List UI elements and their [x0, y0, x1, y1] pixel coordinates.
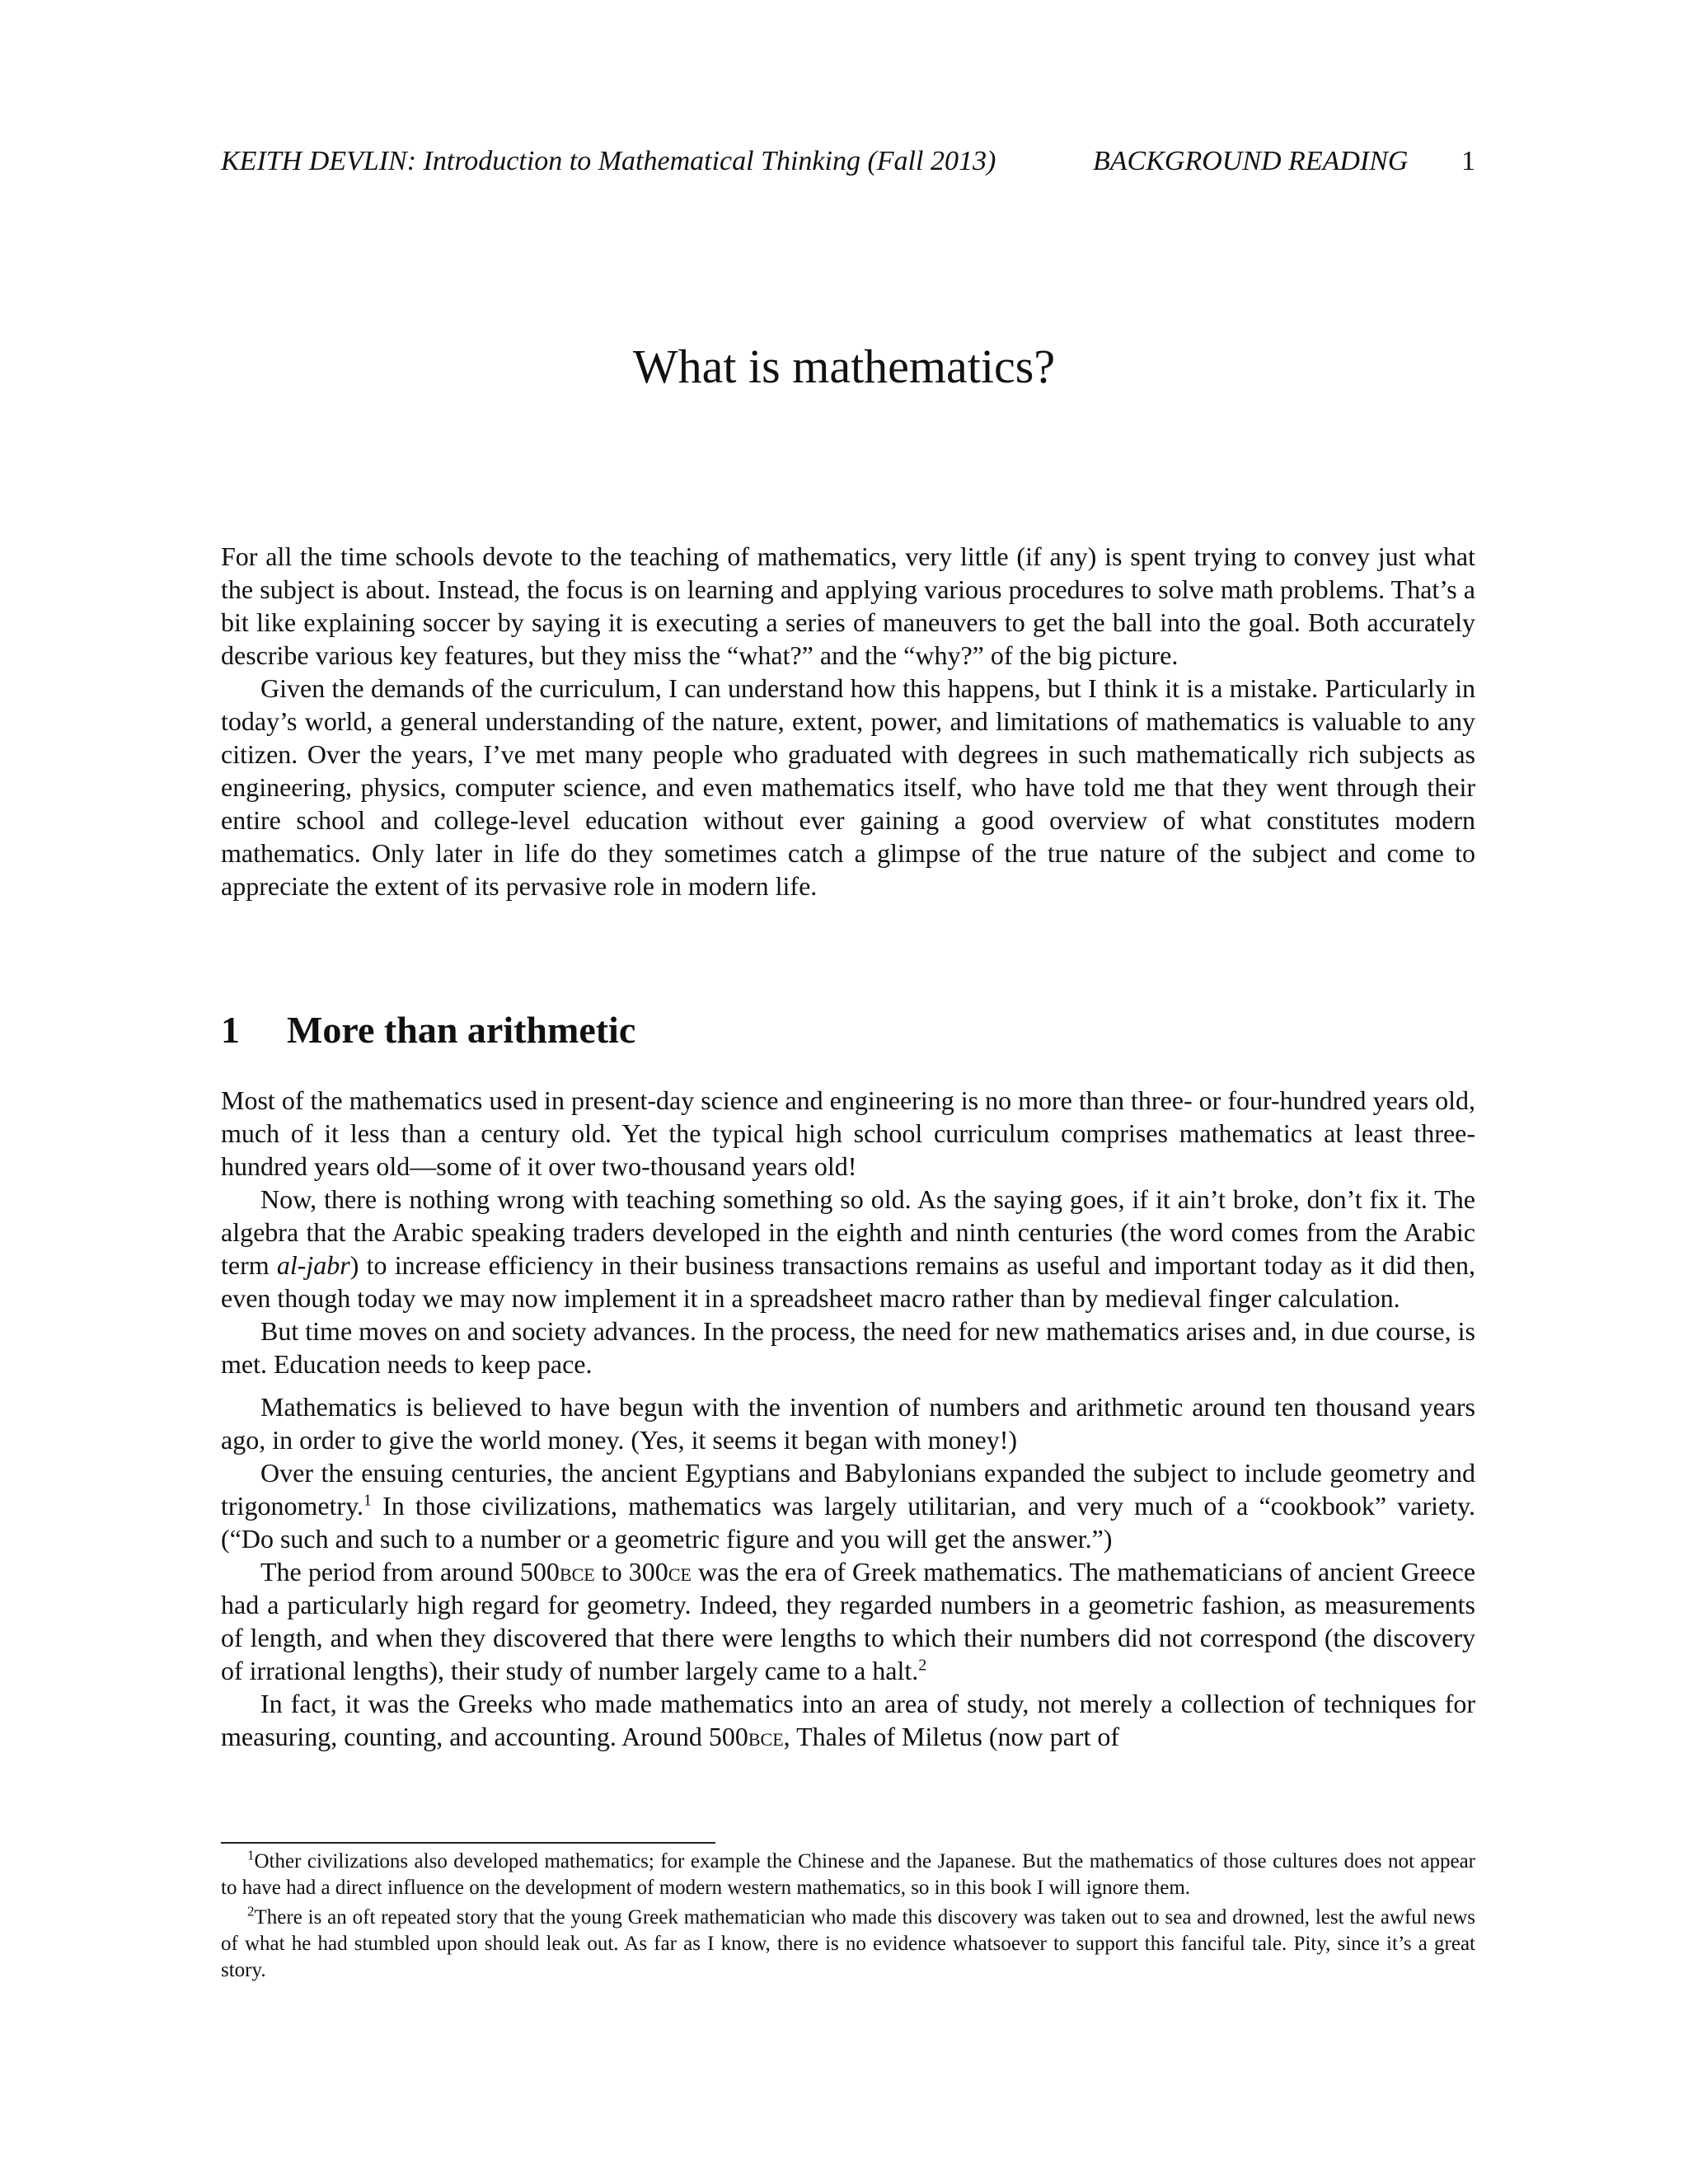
footnote-ref-2: 2 [918, 1656, 927, 1675]
intro-paragraph-1: For all the time schools devote to the teaching of mathematics, very little (if any) is spent trying to convey just what the subject is about. Instead, the focus is on learning and applying various procedures to solve math problems. That’s a bit like explaining soccer by saying it is executing a series of maneuvers to get the ball into the goal. Both accurately describe various key features, but they miss the “what?” and the “why?” of the big picture. [221, 541, 1475, 670]
footnotes [221, 1849, 1475, 1987]
era-bce: bce [748, 1722, 784, 1751]
section-paragraph-3: But time moves on and society advances. In the process, the need for new mathematics arises and, in due course, is met. Education needs to keep pace. [221, 1316, 1475, 1379]
paragraph-text: to 300 [594, 1557, 668, 1586]
footnote-divider [221, 1842, 715, 1844]
section-number: 1 [221, 1009, 240, 1051]
intro-text [221, 540, 1475, 902]
paragraph-text: , Thales of Miletus (now part of [783, 1722, 1119, 1751]
arabic-term: al-jabr [276, 1250, 350, 1280]
footnote-text: Other civilizations also developed mathematics; for example the Chinese and the Japanese. But the mathematics of those cultures does not appear to have had a direct influence on the development of modern western mathematics, so in this book I will ignore them. [221, 1850, 1475, 1899]
paragraph-text: ) to increase efficiency in their business transactions remains as useful and important today as it did then, even though today we may now implement it in a spreadsheet macro rather than by medieval finger calculation. [221, 1250, 1475, 1313]
footnote-mark: 1 [247, 1847, 255, 1863]
page-number: 1 [1461, 146, 1475, 176]
footnote-2 [221, 1905, 1475, 1984]
paragraph-text: was the era of Greek mathematics. The mathematicians of ancient Greece had a particularly high regard for geometry. Indeed, they regarded numbers in a geometric fashion, as measurements of length, and when they discovered that there were lengths to which their numbers did not correspond (the discovery of irrational lengths), their study of number largely came to a halt. [221, 1557, 1476, 1685]
footnote-ref-1: 1 [363, 1491, 372, 1510]
era-bce: bce [559, 1557, 595, 1586]
paragraph-text: In those civilizations, mathematics was largely utilitarian, and very much of a “cookbook” variety. (“Do such and such to a number or a geometric figure and you will get the answer.”) [221, 1491, 1475, 1554]
section-title: More than arithmetic [287, 1009, 636, 1051]
page-title: What is mathematics? [632, 340, 1056, 393]
header-section-label: BACKGROUND READING [1093, 146, 1409, 176]
intro-paragraph-2: Given the demands of the curriculum, I can understand how this happens, but I think it is a mistake. Particularly in today’s world, a general understanding of the nature, extent, power, and limitations of mathematics is valuable to any citizen. Over the years, I’ve met many people who graduated with degrees in such mathematically rich subjects as engineering, physics, computer science, and even mathematics itself, who have told me that they went through their entire school and college-level education without ever gaining a good overview of what constitutes modern mathematics. Only later in life do they sometimes catch a glimpse of the true nature of the subject and come to appreciate the extent of its pervasive role in modern life. [221, 673, 1475, 901]
paragraph-text: In fact, it was the Greeks who made mathematics into an area of study, not merely a collection of techniques for measuring, counting, and accounting. Around 500 [221, 1689, 1475, 1751]
paragraph-text: The period from around 500 [260, 1557, 560, 1586]
section-paragraph-1: Most of the mathematics used in present-day science and engineering is no more than three- or four-hundred years old, much of it less than a century old. Yet the typical high school curriculum comprises mathematics at least three-hundred years old—some of it over two-thousand years old! [221, 1085, 1475, 1181]
section-paragraph-6 [221, 1555, 1475, 1687]
section-paragraph-2 [221, 1183, 1475, 1315]
era-ce: ce [668, 1557, 692, 1586]
footnote-mark: 2 [247, 1903, 255, 1919]
section-1-text [221, 1084, 1475, 1753]
header-course-title: KEITH DEVLIN: Introduction to Mathematical Thinking (Fall 2013) [221, 146, 996, 176]
paragraph-text: Over the ensuing centuries, the ancient Egyptians and Babylonians expanded the subject to include geometry and trigonometry. [221, 1458, 1475, 1521]
section-paragraph-4: Mathematics is believed to have begun with the invention of numbers and arithmetic around ten thousand years ago, in order to give the world money. (Yes, it seems it began with money!) [221, 1392, 1475, 1455]
paragraph-text: Now, there is nothing wrong with teaching something so old. As the saying goes, if it ain’t broke, don’t fix it. The algebra that the Arabic speaking traders developed in the eighth and ninth centuries (the word comes from the Arabic term [221, 1184, 1475, 1280]
footnote-text: There is an oft repeated story that the young Greek mathematician who made this discovery was taken out to sea and drowned, lest the awful news of what he had stumbled upon should leak out. As far as I know, there is no evidence whatsoever to support this fanciful tale. Pity, since it’s a great story. [221, 1906, 1475, 1981]
section-heading [221, 1005, 635, 1055]
footnote-1 [221, 1849, 1475, 1901]
section-paragraph-5 [221, 1456, 1475, 1555]
section-paragraph-7 [221, 1687, 1475, 1753]
